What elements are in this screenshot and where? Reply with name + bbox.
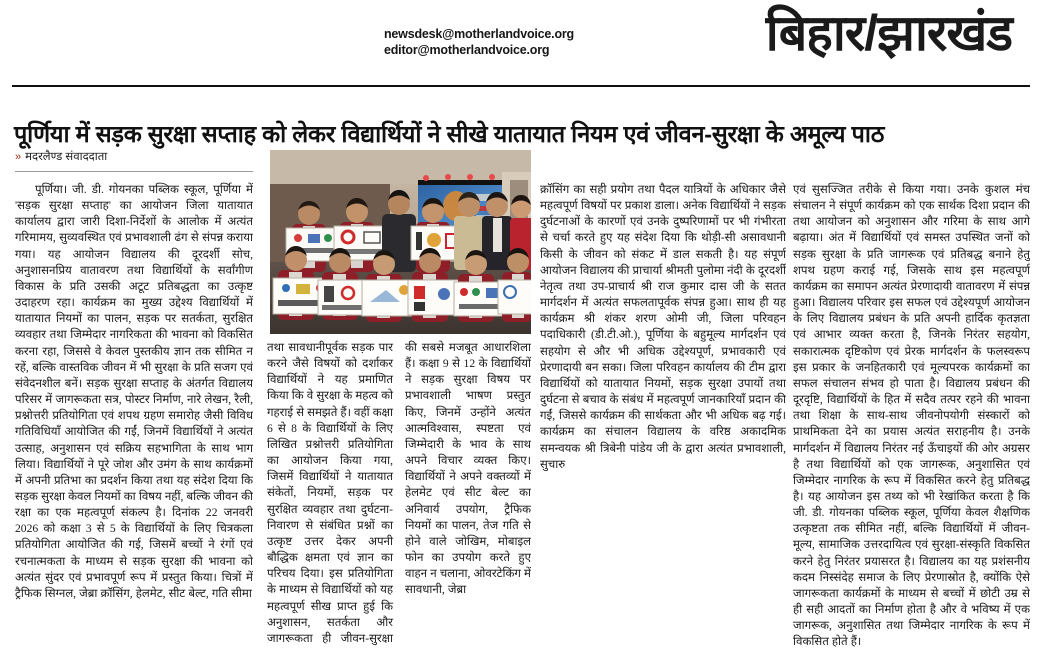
byline [15,150,255,165]
article-column-1 [15,182,253,660]
byline-text: मदरलैण्ड संवाददाता [25,151,108,163]
newsdesk-email[interactable]: newsdesk@motherlandvoice.org [384,27,574,41]
byline-marker-icon: » [15,151,22,163]
column-4-text: क्रॉसिंग का सही प्रयोग तथा पैदल यात्रियों के अधिकार जैसे महत्वपूर्ण विषयों पर प्रकाश डाला। अनेक विद्यार्थियों ने सड़क दुर्घटनाओं के कारणों एवं उनके दुष्परिणामों पर भी गंभीरता से चर्चा करते हुए यह संदेश दिया कि थोड़ी-सी असावधानी किसी के जीवन को संकट में डाल सकती है। यह संपूर्ण आयोजन विद्यालय की प्राचार्या श्रीमती पुलोमा नंदी के दूरदर्शी नेतृत्व तथा उप-प्राचार्य श्री राज कुमार दास जी के सतत मार्गदर्शन में अत्यंत सफलतापूर्वक संपन्न हुआ। साथ ही यह कार्यक्रम श्री शंकर शरण ओमी जी, जिला परिवहन पदाधिकारी (डी.टी.ओ.), पूर्णिया के बहुमूल्य मार्गदर्शन एवं सहयोग से और भी अधिक उद्देश्यपूर्ण, प्रभावकारी एवं प्रेरणादायी बन सका। जिला परिवहन कार्यालय की टीम द्वारा विद्यार्थियों को यातायात नियमों, सड़क सुरक्षा उपायों तथा दुर्घटना से बचाव के संबंध में महत्वपूर्ण जानकारियाँ प्रदान की गईं, जिससे कार्यक्रम की सार्थकता और भी अधिक बढ़ गई। कार्यक्रम का संचालन विद्यालय के वरिष्ठ अकादमिक समन्वयक श्री त्रिबेनी पांडेय जी के द्वारा अत्यंत प्रभावशाली, सुचारु [540,183,786,471]
masthead-divider-rule [12,85,1030,87]
column-1-text: पूर्णिया। जी. डी. गोयनका पब्लिक स्कूल, पूर्णिया में 'सड़क सुरक्षा सप्ताह' का आयोजन जिला यातायात कार्यालय द्वारा जारी दिशा-निर्देशों के आलोक में अत्यंत गरिमामय, सुव्यवस्थित एवं प्रभावशाली ढंग से संपन्न कराया गया। यह आयोजन विद्यालय की दूरदर्शी सोच, अनुशासनप्रिय वातावरण तथा विद्यार्थियों के सर्वांगीण विकास के प्रति उसकी अटूट प्रतिबद्धता का उत्कृष्ट उदाहरण रहा। कार्यक्रम का मुख्य उद्देश्य विद्यार्थियों में यातायात नियमों का पालन, सड़क पर सतर्कता, सुरक्षित व्यवहार तथा जिम्मेदार नागरिकता की भावना को विकसित करना रहा, जिससे वे केवल पुस्तकीय ज्ञान तक सीमित न रहें, बल्कि वास्तविक जीवन में भी सुरक्षा के प्रति सजग एवं संवेदनशील बनें। सड़क सुरक्षा सप्ताह के अंतर्गत विद्यालय परिसर में जागरूकता सत्र, पोस्टर निर्माण, नारे लेखन, रैली, प्रश्नोत्तरी प्रतियोगिता एवं शपथ ग्रहण समारोह जैसी विविध गतिविधियाँ आयोजित की गईं, जिनमें विद्यार्थियों ने अत्यंत उत्साह, अनुशासन एवं सक्रिय सहभागिता के साथ भाग लिया। विद्यार्थियों ने पूरे जोश और उमंग के साथ कार्यक्रमों में अपनी प्रतिभा का प्रदर्शन किया तथा यह संदेश दिया कि सड़क सुरक्षा केवल नियमों का विषय नहीं, बल्कि जीवन की रक्षा का एक महत्वपूर्ण संकल्प है। दिनांक 22 जनवरी 2026 को कक्षा 3 से 5 के विद्यार्थियों के लिए चित्रकला प्रतियोगिता आयोजित की गई, जिसमें बच्चों ने रंगों एवं रचनात्मकता के माध्यम से सड़क सुरक्षा की भावना को अत्यंत सुंदर एवं प्रभावपूर्ण रूप में प्रस्तुत किया। चित्रों में ट्रैफिक सिग्नल, जेब्रा क्रॉसिंग, हेलमेट, सीट बेल्ट, गति सीमा [15,183,253,600]
article-column-5 [793,182,1030,660]
masthead [0,0,1042,86]
article-photo [270,150,531,334]
section-title: बिहार/झारखंड [765,5,1012,61]
column-2-3-text: तथा सावधानीपूर्वक सड़क पार करने जैसे विषयों को दर्शाकर विद्यार्थियों ने यह प्रमाणित किया कि वे सुरक्षा के महत्व को गहराई से समझते हैं। वहीं कक्षा 6 से 8 के विद्यार्थियों के लिए लिखित प्रश्नोत्तरी प्रतियोगिता का आयोजन किया गया, जिसमें विद्यार्थियों ने यातायात संकेतों, नियमों, सड़क पर सुरक्षित व्यवहार तथा दुर्घटना-निवारण से संबंधित प्रश्नों का उत्कृष्ट उत्तर देकर अपनी बौद्धिक क्षमता एवं ज्ञान का परिचय दिया। इस प्रतियोगिता के माध्यम से विद्यार्थियों को यह महत्वपूर्ण सीख प्राप्त हुई कि अनुशासन, सतर्कता और जागरूकता ही जीवन-सुरक्षा की सबसे मजबूत आधारशिला हैं। कक्षा 9 से 12 के विद्यार्थियों ने सड़क सुरक्षा विषय पर प्रभावशाली भाषण प्रस्तुत किए, जिनमें उन्होंने अत्यंत आत्मविश्वास, स्पष्टता एवं जिम्मेदारी के भाव के साथ अपने विचार व्यक्त किए। विद्यार्थियों ने अपने वक्तव्यों में हेलमेट एवं सीट बेल्ट का अनिवार्य उपयोग, ट्रैफिक नियमों का पालन, तेज गति से होने वाले जोखिम, मोबाइल फोन का उपयोग करते हुए वाहन न चलाना, ओवरटेकिंग में सावधानी, जेब्रा [267,341,531,645]
contact-emails [384,26,574,58]
article-headline: पूर्णिया में सड़क सुरक्षा सप्ताह को लेकर विद्यार्थियों ने सीखे यातायात नियम एवं जीवन-सुरक्षा के अमूल्य पाठ [14,120,885,147]
editor-email[interactable]: editor@motherlandvoice.org [384,43,550,57]
byline-underline-rule [15,171,253,172]
photo-graphic [270,150,531,334]
article-column-4 [540,182,786,660]
article-column-2-3 [267,340,531,660]
column-5-text: एवं सुसज्जित तरीके से किया गया। उनके कुशल मंच संचालन ने संपूर्ण कार्यक्रम को एक सार्थक दिशा प्रदान की तथा आयोजन को अनुशासन और गरिमा के साथ आगे बढ़ाया। अंत में विद्यार्थियों एवं समस्त उपस्थित जनों को सड़क सुरक्षा के प्रति जागरूक एवं प्रतिबद्ध बनाने हेतु शपथ ग्रहण कराई गई, जिसके साथ इस महत्वपूर्ण कार्यक्रम का समापन अत्यंत प्रेरणादायी वातावरण में संपन्न हुआ। विद्यालय परिवार इस सफल एवं उद्देश्यपूर्ण आयोजन के लिए विद्यालय प्रबंधन के प्रति अपनी हार्दिक कृतज्ञता एवं आभार व्यक्त करता है, जिनके निरंतर सहयोग, सकारात्मक दृष्टिकोण एवं प्रेरक मार्गदर्शन के फलस्वरूप इस प्रकार के जनहितकारी एवं मूल्यपरक कार्यक्रमों का सफल संचालन संभव हो पाता है। विद्यालय प्रबंधन की दूरदृष्टि, विद्यार्थियों के हित में सदैव तत्पर रहने की भावना तथा शिक्षा के साथ-साथ जीवनोपयोगी संस्कारों को प्राथमिकता देने का प्रयास अत्यंत सराहनीय है। उनके मार्गदर्शन में विद्यालय निरंतर नई ऊँचाइयों की ओर अग्रसर है तथा विद्यार्थियों को एक जागरूक, अनुशासित एवं जिम्मेदार नागरिक के रूप में विकसित करने हेतु प्रतिबद्ध है। यह आयोजन इस तथ्य को भी रेखांकित करता है कि जी. डी. गोयनका पब्लिक स्कूल, पूर्णिया केवल शैक्षणिक उत्कृष्टता तक सीमित नहीं, बल्कि विद्यार्थियों में जीवन-मूल्य, सामाजिक उत्तरदायित्व एवं सुरक्षा-संस्कृति विकसित करने हेतु निरंतर प्रयासरत है। विद्यालय का यह प्रशंसनीय कदम निस्संदेह समाज के लिए प्रेरणास्रोत है, क्योंकि ऐसे जागरूकता कार्यक्रमों के माध्यम से बच्चों में छोटी उम्र से ही सही आदतों का निर्माण होता है और वे भविष्य में एक जागरूक, अनुशासित तथा जिम्मेदार नागरिक के रूप में विकसित होते हैं। [793,183,1030,649]
